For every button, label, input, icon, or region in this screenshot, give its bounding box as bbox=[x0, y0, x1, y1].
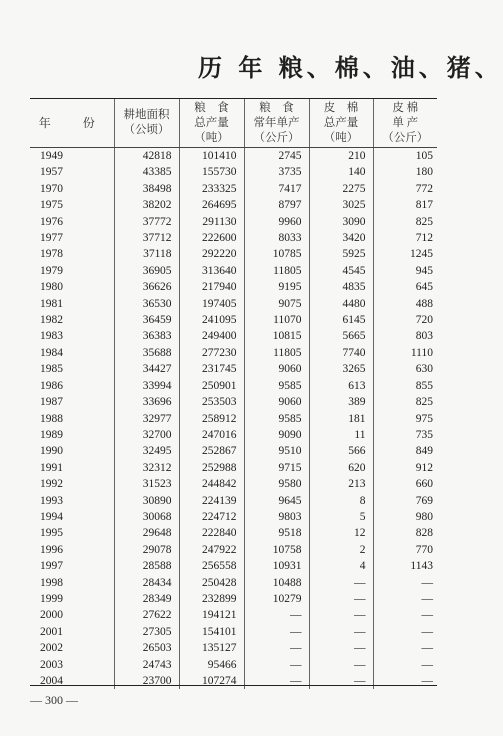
cell-year: 1992 bbox=[40, 478, 63, 491]
cell-grain-total-output: 241095 bbox=[179, 312, 244, 328]
cell-grain-unit-yield: 9075 bbox=[244, 296, 309, 312]
table-header-row bbox=[30, 99, 437, 148]
table-row bbox=[30, 263, 437, 279]
cell-cotton-total-output: 4545 bbox=[309, 263, 373, 279]
table-row bbox=[30, 214, 437, 230]
table-row bbox=[30, 279, 437, 295]
cell-cultivated-area: 26503 bbox=[114, 640, 179, 656]
cell-year: 2003 bbox=[40, 658, 63, 671]
cell-cotton-total-output: — bbox=[309, 657, 373, 673]
cell-cotton-total-output: — bbox=[309, 673, 373, 689]
cell-year: 1957 bbox=[40, 166, 63, 179]
cell-cotton-unit-yield: 945 bbox=[373, 263, 437, 279]
cell-year: 1998 bbox=[40, 576, 63, 589]
header-year: 年 份 bbox=[30, 99, 114, 148]
cell-cotton-unit-yield: 770 bbox=[373, 542, 437, 558]
cell-cotton-total-output: 12 bbox=[309, 525, 373, 541]
cell-cotton-total-output: 8 bbox=[309, 493, 373, 509]
cell-cotton-unit-yield: 712 bbox=[373, 230, 437, 246]
table-row bbox=[30, 378, 437, 394]
cell-cotton-unit-yield: — bbox=[373, 624, 437, 640]
cell-grain-total-output: 155730 bbox=[179, 164, 244, 180]
cell-cotton-unit-yield: 855 bbox=[373, 378, 437, 394]
cell-cotton-total-output: — bbox=[309, 591, 373, 607]
cell-year: 1970 bbox=[40, 182, 63, 195]
cell-year: 1980 bbox=[40, 281, 63, 294]
cell-cotton-unit-yield: — bbox=[373, 591, 437, 607]
cell-grain-total-output: 244842 bbox=[179, 476, 244, 492]
cell-grain-unit-yield: 10815 bbox=[244, 328, 309, 344]
table-row bbox=[30, 673, 437, 689]
cell-year: 1976 bbox=[40, 215, 63, 228]
cell-cultivated-area: 43385 bbox=[114, 164, 179, 180]
cell-cultivated-area: 37118 bbox=[114, 246, 179, 262]
cell-grain-total-output: 258912 bbox=[179, 411, 244, 427]
cell-year: 1989 bbox=[40, 428, 63, 441]
cell-cultivated-area: 28349 bbox=[114, 591, 179, 607]
table-row bbox=[30, 525, 437, 541]
table-row bbox=[30, 328, 437, 344]
cell-cultivated-area: 36905 bbox=[114, 263, 179, 279]
cell-grain-total-output: 135127 bbox=[179, 640, 244, 656]
cell-year: 1984 bbox=[40, 346, 63, 359]
cell-grain-unit-yield: 9645 bbox=[244, 493, 309, 509]
cell-grain-total-output: 222840 bbox=[179, 525, 244, 541]
cell-grain-total-output: 253503 bbox=[179, 394, 244, 410]
cell-grain-total-output: 101410 bbox=[179, 148, 244, 165]
table-row bbox=[30, 312, 437, 328]
cell-grain-unit-yield: 9585 bbox=[244, 411, 309, 427]
cell-year: 1990 bbox=[40, 445, 63, 458]
header-cotton-total-output: 皮 棉 总产量 （吨） bbox=[309, 99, 373, 148]
cell-cotton-unit-yield: 630 bbox=[373, 361, 437, 377]
cell-grain-unit-yield: 7417 bbox=[244, 181, 309, 197]
table-row bbox=[30, 624, 437, 640]
cell-cotton-unit-yield: 828 bbox=[373, 525, 437, 541]
cell-grain-total-output: 95466 bbox=[179, 657, 244, 673]
table-row bbox=[30, 542, 437, 558]
cell-cotton-total-output: — bbox=[309, 640, 373, 656]
cell-cotton-total-output: 3090 bbox=[309, 214, 373, 230]
cell-grain-unit-yield: 11070 bbox=[244, 312, 309, 328]
cell-cultivated-area: 36459 bbox=[114, 312, 179, 328]
cell-grain-unit-yield: — bbox=[244, 607, 309, 623]
table-row bbox=[30, 575, 437, 591]
cell-cotton-unit-yield: — bbox=[373, 575, 437, 591]
cell-year: 1993 bbox=[40, 494, 63, 507]
cell-cultivated-area: 28588 bbox=[114, 558, 179, 574]
cell-cotton-unit-yield: — bbox=[373, 640, 437, 656]
table-row bbox=[30, 197, 437, 213]
cell-grain-unit-yield: 8797 bbox=[244, 197, 309, 213]
cell-cotton-unit-yield: 803 bbox=[373, 328, 437, 344]
cell-cotton-total-output: 210 bbox=[309, 148, 373, 165]
cell-cotton-total-output: 4 bbox=[309, 558, 373, 574]
cell-grain-unit-yield: 11805 bbox=[244, 263, 309, 279]
cell-cotton-total-output: 11 bbox=[309, 427, 373, 443]
cell-cotton-unit-yield: 1245 bbox=[373, 246, 437, 262]
cell-grain-unit-yield: 9090 bbox=[244, 427, 309, 443]
cell-grain-total-output: 252867 bbox=[179, 443, 244, 459]
table-row bbox=[30, 476, 437, 492]
cell-cotton-unit-yield: 849 bbox=[373, 443, 437, 459]
cell-grain-unit-yield: 10931 bbox=[244, 558, 309, 574]
table-row bbox=[30, 345, 437, 361]
cell-grain-total-output: 292220 bbox=[179, 246, 244, 262]
cell-year: 1983 bbox=[40, 330, 63, 343]
cell-cotton-unit-yield: — bbox=[373, 657, 437, 673]
table-row bbox=[30, 361, 437, 377]
cell-cotton-unit-yield: 735 bbox=[373, 427, 437, 443]
cell-grain-unit-yield: 9580 bbox=[244, 476, 309, 492]
cell-cotton-unit-yield: 912 bbox=[373, 460, 437, 476]
cell-grain-unit-yield: 10785 bbox=[244, 246, 309, 262]
cell-cultivated-area: 29648 bbox=[114, 525, 179, 541]
cell-grain-total-output: 232899 bbox=[179, 591, 244, 607]
cell-cultivated-area: 34427 bbox=[114, 361, 179, 377]
cell-cultivated-area: 36383 bbox=[114, 328, 179, 344]
cell-cotton-unit-yield: 488 bbox=[373, 296, 437, 312]
cell-cultivated-area: 30890 bbox=[114, 493, 179, 509]
cell-cotton-unit-yield: 1110 bbox=[373, 345, 437, 361]
cell-cotton-total-output: 4835 bbox=[309, 279, 373, 295]
cell-cultivated-area: 38498 bbox=[114, 181, 179, 197]
cell-grain-unit-yield: 9715 bbox=[244, 460, 309, 476]
cell-year: 1997 bbox=[40, 560, 63, 573]
cell-cultivated-area: 35688 bbox=[114, 345, 179, 361]
cell-cotton-unit-yield: 769 bbox=[373, 493, 437, 509]
cell-cotton-unit-yield: 975 bbox=[373, 411, 437, 427]
table-row bbox=[30, 657, 437, 673]
cell-grain-total-output: 222600 bbox=[179, 230, 244, 246]
cell-cotton-unit-yield: 180 bbox=[373, 164, 437, 180]
header-grain-unit-yield: 粮 食 常年单产 （公斤） bbox=[244, 99, 309, 148]
cell-cultivated-area: 30068 bbox=[114, 509, 179, 525]
table-row bbox=[30, 164, 437, 180]
cell-grain-total-output: 250428 bbox=[179, 575, 244, 591]
cell-year: 1987 bbox=[40, 396, 63, 409]
cell-grain-unit-yield: 9510 bbox=[244, 443, 309, 459]
cell-cotton-total-output: 620 bbox=[309, 460, 373, 476]
table-row bbox=[30, 509, 437, 525]
cell-cotton-unit-yield: 720 bbox=[373, 312, 437, 328]
cell-cultivated-area: 23700 bbox=[114, 673, 179, 689]
cell-cotton-total-output: 7740 bbox=[309, 345, 373, 361]
cell-cotton-unit-yield: 105 bbox=[373, 148, 437, 165]
table-row bbox=[30, 591, 437, 607]
cell-year: 1999 bbox=[40, 592, 63, 605]
cell-grain-unit-yield: — bbox=[244, 624, 309, 640]
cell-year: 1995 bbox=[40, 527, 63, 540]
cell-cotton-unit-yield: 772 bbox=[373, 181, 437, 197]
cell-year: 2004 bbox=[40, 675, 63, 687]
cell-cotton-total-output: — bbox=[309, 607, 373, 623]
cell-cultivated-area: 36530 bbox=[114, 296, 179, 312]
cell-cotton-total-output: 213 bbox=[309, 476, 373, 492]
cell-cotton-total-output: 5925 bbox=[309, 246, 373, 262]
cell-cotton-unit-yield: 1143 bbox=[373, 558, 437, 574]
cell-cultivated-area: 37772 bbox=[114, 214, 179, 230]
cell-cultivated-area: 32977 bbox=[114, 411, 179, 427]
cell-cotton-total-output: 3025 bbox=[309, 197, 373, 213]
cell-cotton-total-output: 3420 bbox=[309, 230, 373, 246]
cell-cotton-total-output: 181 bbox=[309, 411, 373, 427]
cell-year: 1991 bbox=[40, 461, 63, 474]
cell-cultivated-area: 27305 bbox=[114, 624, 179, 640]
cell-grain-total-output: 247016 bbox=[179, 427, 244, 443]
table-bottom-rule bbox=[30, 685, 437, 686]
cell-cultivated-area: 33994 bbox=[114, 378, 179, 394]
page-number: — 300 — bbox=[30, 693, 78, 707]
cell-year: 1978 bbox=[40, 248, 63, 261]
cell-grain-total-output: 264695 bbox=[179, 197, 244, 213]
cell-cotton-total-output: 3265 bbox=[309, 361, 373, 377]
cell-cotton-unit-yield: 817 bbox=[373, 197, 437, 213]
cell-grain-unit-yield: 8033 bbox=[244, 230, 309, 246]
table-row bbox=[30, 640, 437, 656]
table-body bbox=[30, 148, 437, 690]
cell-year: 1985 bbox=[40, 363, 63, 376]
cell-grain-total-output: 256558 bbox=[179, 558, 244, 574]
cell-grain-total-output: 291130 bbox=[179, 214, 244, 230]
cell-cotton-unit-yield: 980 bbox=[373, 509, 437, 525]
cell-grain-total-output: 233325 bbox=[179, 181, 244, 197]
cell-cultivated-area: 32495 bbox=[114, 443, 179, 459]
cell-grain-total-output: 154101 bbox=[179, 624, 244, 640]
cell-cotton-total-output: 6145 bbox=[309, 312, 373, 328]
cell-grain-total-output: 231745 bbox=[179, 361, 244, 377]
cell-grain-total-output: 217940 bbox=[179, 279, 244, 295]
cell-grain-unit-yield: — bbox=[244, 640, 309, 656]
header-cultivated-area: 耕地面积 （公顷） bbox=[114, 99, 179, 148]
cell-grain-total-output: 250901 bbox=[179, 378, 244, 394]
cell-cotton-total-output: 4480 bbox=[309, 296, 373, 312]
cell-cotton-total-output: 566 bbox=[309, 443, 373, 459]
cell-cultivated-area: 28434 bbox=[114, 575, 179, 591]
cell-cultivated-area: 31523 bbox=[114, 476, 179, 492]
table-row bbox=[30, 558, 437, 574]
header-grain-total-output: 粮 食 总产量 （吨） bbox=[179, 99, 244, 148]
cell-grain-unit-yield: 2745 bbox=[244, 148, 309, 165]
cell-cultivated-area: 24743 bbox=[114, 657, 179, 673]
cell-year: 2000 bbox=[40, 609, 63, 622]
cell-grain-total-output: 194121 bbox=[179, 607, 244, 623]
cell-grain-unit-yield: 9195 bbox=[244, 279, 309, 295]
cell-grain-unit-yield: 3735 bbox=[244, 164, 309, 180]
cell-cotton-total-output: — bbox=[309, 575, 373, 591]
table-row bbox=[30, 460, 437, 476]
cell-cotton-total-output: 613 bbox=[309, 378, 373, 394]
cell-grain-total-output: 252988 bbox=[179, 460, 244, 476]
cell-grain-unit-yield: 9060 bbox=[244, 361, 309, 377]
cell-year: 2002 bbox=[40, 642, 63, 655]
cell-grain-unit-yield: 11805 bbox=[244, 345, 309, 361]
cell-year: 2001 bbox=[40, 625, 63, 638]
cell-grain-unit-yield: 9960 bbox=[244, 214, 309, 230]
table-row bbox=[30, 246, 437, 262]
cell-grain-total-output: 249400 bbox=[179, 328, 244, 344]
page-title: 历 年 粮、棉、油、猪、 bbox=[198, 53, 503, 82]
cell-year: 1981 bbox=[40, 297, 63, 310]
cell-cotton-total-output: 5 bbox=[309, 509, 373, 525]
cell-cotton-unit-yield: 645 bbox=[373, 279, 437, 295]
cell-grain-unit-yield: — bbox=[244, 673, 309, 689]
cell-cultivated-area: 36626 bbox=[114, 279, 179, 295]
cell-grain-unit-yield: 9585 bbox=[244, 378, 309, 394]
cell-year: 1975 bbox=[40, 199, 63, 212]
cell-grain-total-output: 107274 bbox=[179, 673, 244, 689]
cell-grain-unit-yield: 10758 bbox=[244, 542, 309, 558]
cell-year: 1949 bbox=[40, 150, 63, 162]
cell-cotton-total-output: — bbox=[309, 624, 373, 640]
cell-cotton-total-output: 389 bbox=[309, 394, 373, 410]
cell-cultivated-area: 32312 bbox=[114, 460, 179, 476]
cell-year: 1996 bbox=[40, 543, 63, 556]
cell-year: 1977 bbox=[40, 232, 63, 245]
cell-grain-total-output: 277230 bbox=[179, 345, 244, 361]
table-row bbox=[30, 181, 437, 197]
statistics-table bbox=[30, 99, 437, 689]
cell-grain-unit-yield: — bbox=[244, 657, 309, 673]
cell-cultivated-area: 33696 bbox=[114, 394, 179, 410]
cell-cotton-unit-yield: 660 bbox=[373, 476, 437, 492]
table-row bbox=[30, 427, 437, 443]
cell-year: 1986 bbox=[40, 379, 63, 392]
cell-cultivated-area: 38202 bbox=[114, 197, 179, 213]
table-row bbox=[30, 230, 437, 246]
table-row bbox=[30, 148, 437, 165]
cell-grain-unit-yield: 9518 bbox=[244, 525, 309, 541]
cell-year: 1994 bbox=[40, 510, 63, 523]
cell-cotton-unit-yield: 825 bbox=[373, 214, 437, 230]
cell-cotton-total-output: 140 bbox=[309, 164, 373, 180]
table-row bbox=[30, 493, 437, 509]
cell-cultivated-area: 32700 bbox=[114, 427, 179, 443]
header-cotton-unit-yield: 皮 棉 单 产 （公斤） bbox=[373, 99, 437, 148]
cell-cultivated-area: 42818 bbox=[114, 148, 179, 165]
cell-cultivated-area: 29078 bbox=[114, 542, 179, 558]
cell-grain-unit-yield: 10488 bbox=[244, 575, 309, 591]
cell-cotton-unit-yield: — bbox=[373, 673, 437, 689]
cell-cultivated-area: 37712 bbox=[114, 230, 179, 246]
cell-year: 1982 bbox=[40, 314, 63, 327]
table-row bbox=[30, 411, 437, 427]
table-row bbox=[30, 443, 437, 459]
cell-cotton-total-output: 2 bbox=[309, 542, 373, 558]
cell-grain-total-output: 313640 bbox=[179, 263, 244, 279]
cell-cotton-total-output: 5665 bbox=[309, 328, 373, 344]
table-row bbox=[30, 394, 437, 410]
cell-cotton-unit-yield: 825 bbox=[373, 394, 437, 410]
cell-grain-total-output: 197405 bbox=[179, 296, 244, 312]
cell-grain-total-output: 224139 bbox=[179, 493, 244, 509]
cell-grain-unit-yield: 9803 bbox=[244, 509, 309, 525]
cell-year: 1988 bbox=[40, 412, 63, 425]
table-row bbox=[30, 296, 437, 312]
cell-cotton-total-output: 2275 bbox=[309, 181, 373, 197]
cell-grain-total-output: 224712 bbox=[179, 509, 244, 525]
cell-grain-unit-yield: 9060 bbox=[244, 394, 309, 410]
cell-cultivated-area: 27622 bbox=[114, 607, 179, 623]
cell-grain-total-output: 247922 bbox=[179, 542, 244, 558]
cell-year: 1979 bbox=[40, 264, 63, 277]
cell-cotton-unit-yield: — bbox=[373, 607, 437, 623]
table-row bbox=[30, 607, 437, 623]
cell-grain-unit-yield: 10279 bbox=[244, 591, 309, 607]
